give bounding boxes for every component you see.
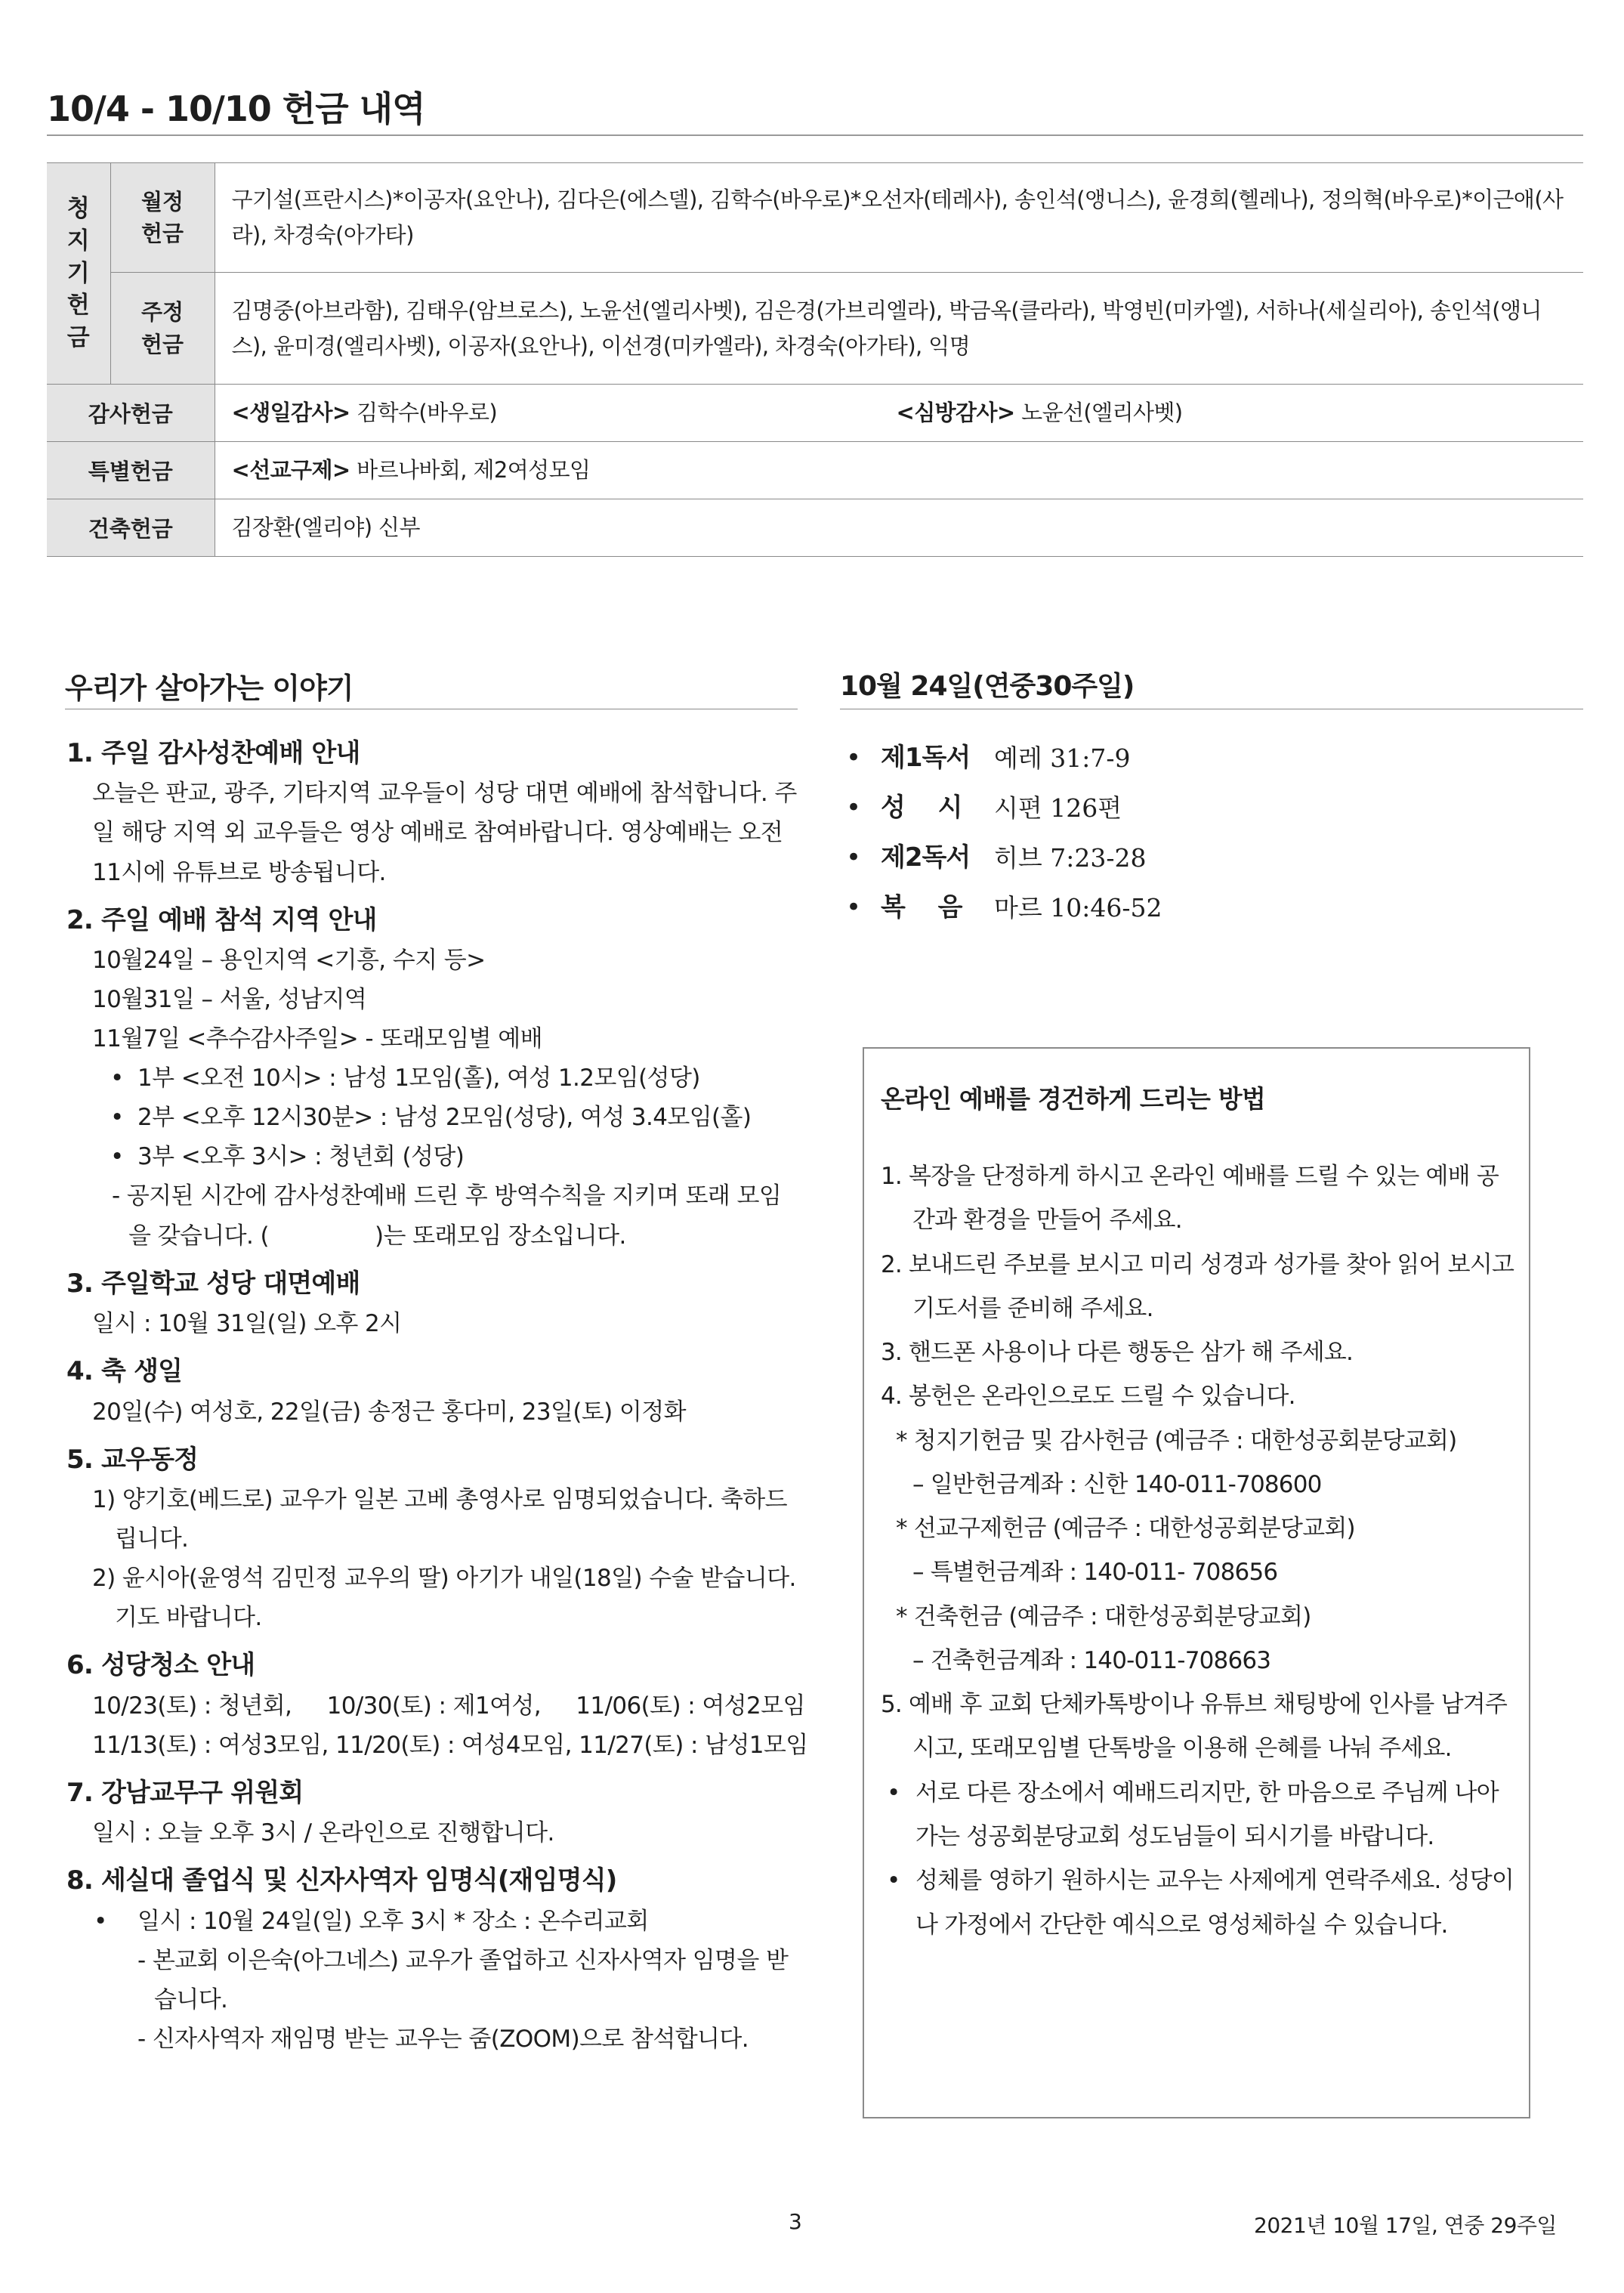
story-6-line: 10/23(토) : 청년회, 10/30(토) : 제1여성, 11/06(토) : 여성2모임 [92, 1692, 805, 1720]
story-1-body: 오늘은 판교, 광주, 기타지역 교우들이 성당 대면 예배에 참석합니다. 주일 해당 지역 외 교우들은 영상 예배로 참여바랍니다. 영상예배는 오전 11시에 유튜브로 방송됩니다. [92, 780, 797, 886]
weekly-label: 주정 헌금 [110, 273, 215, 385]
story-6-line: 11/13(토) : 여성3모임, 11/20(토) : 여성4모임, 11/27(토) : 남성1모임 [92, 1731, 808, 1759]
story-2-line: 11월7일 <추수감사주일> - 또래모임별 예배 [92, 1025, 542, 1053]
online-box-heading: 온라인 예배를 경건하게 드리는 방법 [881, 1084, 1265, 1114]
birthday-tag: <생일감사> [231, 400, 350, 425]
list-item: 3. 핸드폰 사용이나 다른 행동은 삼가 해 주세요. [881, 1339, 1354, 1367]
account-info: * 건축헌금 (예금주 : 대한성공회분당교회) [896, 1602, 1311, 1630]
story-5-title: 5. 교우동정 [66, 1444, 199, 1475]
list-item: • 3부 <오후 3시> : 청년회 (성당) [110, 1143, 465, 1171]
list-item: - 신자사역자 재임명 받는 교우는 줌(ZOOM)으로 참석합니다. [137, 2025, 749, 2053]
list-item: - 본교회 이은숙(아그네스) 교우가 졸업하고 신자사역자 임명을 받습니다. [137, 1946, 789, 2013]
table-row [47, 441, 1583, 499]
list-item: 1. 복장을 단정하게 하시고 온라인 예배를 드릴 수 있는 예배 공간과 환경을 만들어 주세요. [881, 1163, 1499, 1235]
story-4-title: 4. 축 생일 [66, 1356, 183, 1387]
account-info: * 청지기헌금 및 감사헌금 (예금주 : 대한성공회분당교회) [896, 1426, 1457, 1454]
account-number: – 건축헌금계좌 : 140-011-708663 [912, 1646, 1271, 1674]
list-item: • 성체를 영하기 원하시는 교우는 사제에게 연락주세요. 성당이나 가정에서 간단한 예식으로 영성체하실 수 있습니다. [887, 1867, 1514, 1939]
story-4-body: 20일(수) 여성호, 22일(금) 송정근 홍다미, 23일(토) 이정화 [92, 1398, 686, 1426]
special-value [215, 441, 1583, 499]
story-2-line: 10월24일 – 용인지역 <기흥, 수지 등> [92, 947, 486, 975]
account-number: – 일반헌금계좌 : 신한 140-011-708600 [912, 1470, 1322, 1498]
readings-list [846, 733, 1526, 932]
story-2-line: 10월31일 – 서울, 성남지역 [92, 986, 367, 1014]
thanks-value [215, 385, 1583, 442]
reading-row: • 제1독서 예레 31:7-9 [846, 743, 1131, 773]
stories-list [66, 725, 808, 2059]
reading-row: • 제2독서 히브 7:23-28 [846, 842, 1147, 873]
story-3-body: 일시 : 10월 31일(일) 오후 2시 [92, 1310, 402, 1338]
title-divider [47, 134, 1583, 136]
stories-heading: 우리가 살아가는 이야기 [65, 672, 354, 705]
table-row [47, 163, 1583, 273]
list-item: 2) 윤시아(윤영석 김민정 교우의 딸) 아기가 내일(18일) 수술 받습니다. 기도 바랍니다. [92, 1565, 796, 1632]
building-label: 건축헌금 [47, 499, 215, 556]
story-3-title: 3. 주일학교 성당 대면예배 [66, 1268, 360, 1299]
page-title: 10/4 - 10/10 헌금 내역 [47, 88, 425, 129]
list-item: 2. 보내드린 주보를 보시고 미리 성경과 성가를 찾아 읽어 보시고 기도서를 준비해 주세요. [881, 1250, 1514, 1322]
list-item: • 1부 <오전 10시> : 남성 1모임(홀), 여성 1.2모임(성당) [110, 1065, 700, 1092]
list-item: 4. 봉헌은 온라인으로도 드릴 수 있습니다. [881, 1383, 1295, 1411]
story-7-body: 일시 : 오늘 오후 3시 / 온라인으로 진행합니다. [92, 1819, 554, 1847]
table-row [47, 499, 1583, 556]
building-value: 김장환(엘리야) 신부 [215, 499, 1583, 556]
reading-row: • 복 음 마르 10:46-52 [846, 892, 1162, 922]
monthly-label: 월정 헌금 [110, 163, 215, 273]
footer-date: 2021년 10월 17일, 연중 29주일 [1254, 2213, 1557, 2238]
account-info: * 선교구제헌금 (예금주 : 대한성공회분당교회) [896, 1515, 1355, 1543]
birthday-value: 김학수(바우로) [350, 400, 498, 425]
story-8-title: 8. 세실대 졸업식 및 신자사역자 임명식(재임명식) [66, 1865, 617, 1896]
list-item: • 일시 : 10월 24일(일) 오후 3시 * 장소 : 온수리교회 [94, 1907, 649, 1935]
offering-table [47, 162, 1583, 557]
account-number: – 특별헌금계좌 : 140-011- 708656 [912, 1559, 1278, 1587]
special-tag: <선교구제> [231, 456, 350, 483]
table-row [47, 385, 1583, 442]
special-names: 바르나바회, 제2여성모임 [350, 456, 591, 483]
list-item: 1) 양기호(베드로) 교우가 일본 고베 총영사로 임명되었습니다. 축하드립니다. [92, 1485, 787, 1553]
monthly-value: 구기설(프란시스)*이공자(요안나), 김다은(에스델), 김학수(바우로)*오선자(테레사), 송인석(앵니스), 윤경희(헬레나), 정의혁(바우로)*이근애(사라), 차경숙(아가타) [215, 163, 1583, 273]
list-item: 5. 예배 후 교회 단체카톡방이나 유튜브 채팅방에 인사를 남겨주시고, 또래모임별 단톡방을 이용해 은혜를 나눠 주세요. [881, 1691, 1508, 1763]
page-number: 3 [789, 2209, 802, 2234]
list-item: • 서로 다른 장소에서 예배드리지만, 한 마음으로 주님께 나아가는 성공회분당교회 성도님들이 되시기를 바랍니다. [887, 1778, 1499, 1851]
story-2-note: - 공지된 시간에 감사성찬예배 드린 후 방역수칙을 지키며 또래 모임을 갖습니다. ( )는 또래모임 장소입니다. [112, 1182, 782, 1250]
weekly-value: 김명중(아브라함), 김태우(암브로스), 노윤선(엘리사벳), 김은경(가브리엘라), 박금옥(클라라), 박영빈(미카엘), 서하나(세실리아), 송인석(앵니스), 윤미경(엘리사벳), 이공자(요안나), 이선경(미카엘라), 차경숙(아가타), 익명 [215, 273, 1583, 385]
special-label: 특별헌금 [47, 441, 215, 499]
story-1-title: 1. 주일 감사성찬예배 안내 [66, 738, 360, 768]
online-worship-box [863, 1047, 1530, 2118]
table-row [47, 273, 1583, 385]
readings-heading: 10월 24일(연중30주일) [840, 671, 1135, 702]
tithe-label: 청 지 기 헌 금 [47, 163, 110, 385]
story-6-title: 6. 성당청소 안내 [66, 1650, 255, 1681]
story-7-title: 7. 강남교무구 위원회 [66, 1777, 304, 1808]
story-2-title: 2. 주일 예배 참석 지역 안내 [66, 904, 377, 935]
list-item: • 2부 <오후 12시30분> : 남성 2모임(성당), 여성 3.4모임(홀) [110, 1104, 752, 1132]
reading-row: • 성 시 시편 126편 [846, 793, 1122, 823]
visit-value: 노윤선(엘리사벳) [1014, 400, 1183, 425]
visit-tag: <심방감사> [896, 400, 1015, 425]
thanks-label: 감사헌금 [47, 385, 215, 442]
